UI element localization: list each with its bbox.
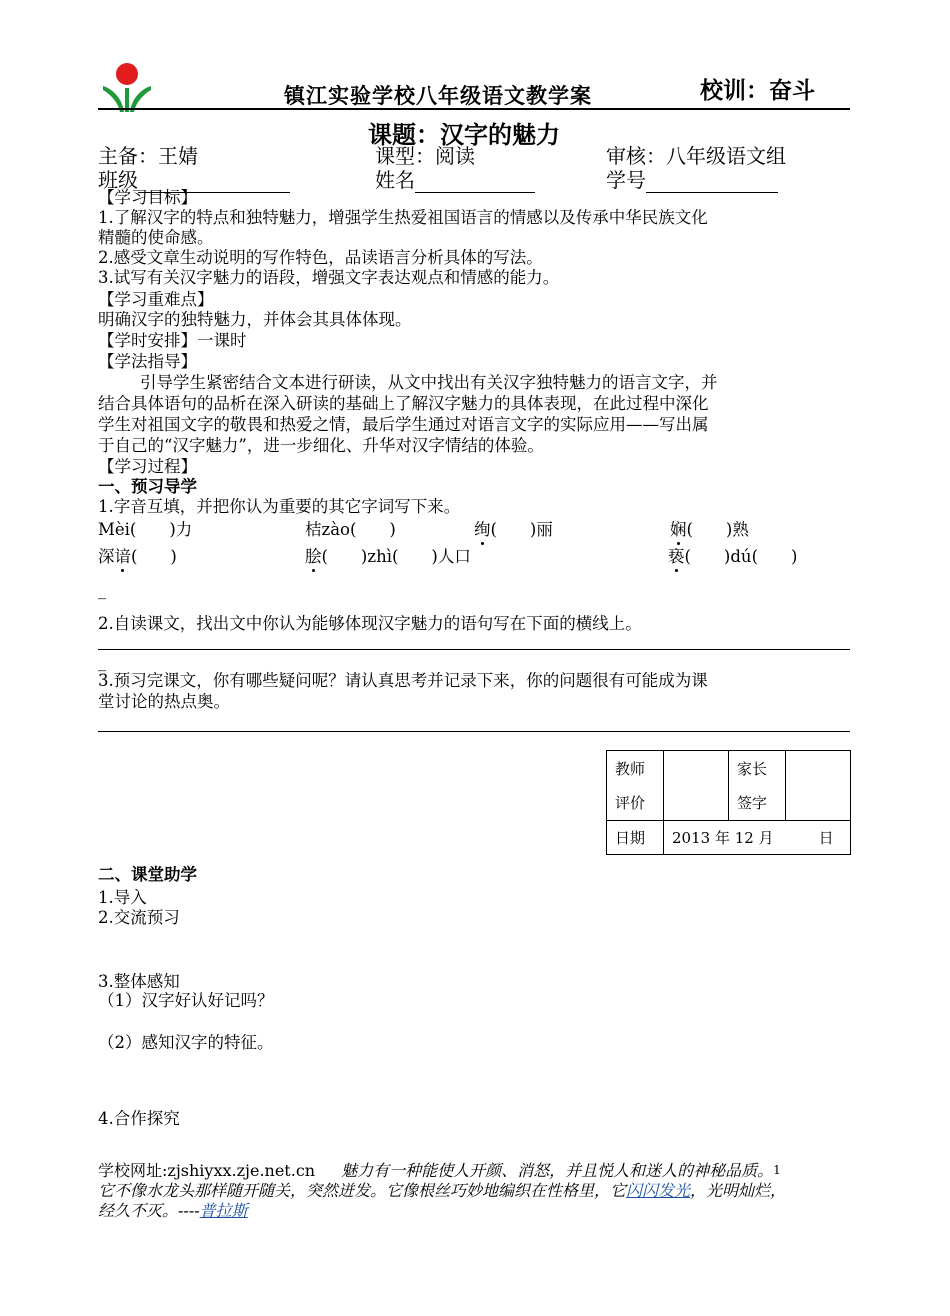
teacher-eval-label: [607, 751, 664, 821]
school-website: 学校网址:zjshiyxx.zje.net.cn: [98, 1161, 316, 1180]
footer-quote-2-post: ，光明灿烂，: [690, 1181, 787, 1200]
step-1: 1.导入: [98, 888, 147, 907]
lesson-title: 课题：汉字的魅力: [368, 120, 560, 149]
process-heading: 【学习过程】: [98, 457, 197, 476]
parent-sign-cell[interactable]: [786, 751, 851, 821]
method-line-4: 于自己的“汉字魅力”，进一步细化、升华对汉字情结的体验。: [98, 436, 544, 455]
method-line-2: 结合具体语句的品析在深入研读的基础上了解汉字魅力的具体表现，在此过程中深化: [98, 394, 709, 413]
pinyin-item-xie: [668, 547, 797, 567]
pinyin-item-an: [98, 547, 177, 567]
xie-blank: ( )dú( ): [684, 547, 798, 566]
name-blank[interactable]: [415, 170, 535, 193]
header-rule: [98, 108, 850, 110]
word-list-dash: _: [98, 580, 107, 599]
date-label: 日期: [607, 821, 664, 855]
objective-1-line-1: 1.了解汉字的特点和独特魅力，增强学生热爱祖国语言的情感以及传承中华民族文化: [98, 208, 708, 227]
method-heading: 【学法指导】: [98, 352, 197, 371]
student-id-label: 学号: [606, 168, 646, 192]
step-3: 3.整体感知: [98, 972, 180, 991]
answer-line-2[interactable]: [98, 649, 850, 650]
footer-quote-1: 魅力有一种能使人开颜、消怒，并且悦人和迷人的神秘品质。: [341, 1161, 774, 1180]
pinyin-item-xuan: [474, 520, 553, 540]
footer-line-2: [98, 1180, 786, 1201]
evaluation-table: [606, 750, 851, 855]
step-4: 4.合作探究: [98, 1109, 180, 1128]
pinyin-zao: zào( ): [321, 520, 396, 539]
pinyin-item-mei: Mèi( )力: [98, 520, 193, 539]
parent-sign-label: [729, 751, 786, 821]
preview-question-2: 2.自读课文，找出文中你认为能够体现汉字魅力的语句写在下面的横线上。: [98, 614, 642, 633]
quote-link-shining[interactable]: 闪闪发光: [626, 1181, 691, 1200]
teacher-eval-label-2: 评价: [615, 793, 646, 812]
parent-sign-label-2: 签字: [737, 793, 768, 812]
page-number: 1: [773, 1163, 781, 1177]
answer-dash-2: _: [98, 652, 107, 671]
method-line-3: 学生对祖国文字的敬畏和热爱之情，最后学生通过对语言文字的实际应用——写出属: [98, 415, 709, 434]
teacher-eval-label-1: 教师: [615, 759, 646, 778]
preview-question-3-line-1: 3.预习完课文，你有哪些疑问呢？请认真思考并记录下来，你的问题很有可能成为课: [98, 671, 708, 690]
char-kuai: 脍: [305, 547, 322, 566]
footer-quote-3-pre: 经久不灭。----: [98, 1201, 200, 1220]
name-field[interactable]: [375, 164, 535, 193]
schedule: [98, 331, 247, 351]
objective-2: 2.感受文章生动说明的写作特色，品读语言分析具体的写法。: [98, 248, 543, 267]
char-ju: 桔: [305, 520, 322, 539]
xian-blank: ( )熟: [686, 520, 749, 539]
student-id-blank[interactable]: [646, 170, 778, 193]
method-line-1: 引导学生紧密结合文本进行研读，从文中找出有关汉字独特魅力的语言文字，并: [140, 373, 718, 392]
name-label: 姓名: [375, 168, 415, 192]
pinyin-item-kuai: [305, 547, 471, 567]
char-xuan: 绚: [474, 520, 491, 539]
footer-line-3: [98, 1200, 248, 1221]
teacher-eval-cell[interactable]: [664, 751, 729, 821]
student-id-field[interactable]: [606, 164, 778, 193]
objective-1-line-2: 精髓的使命感。: [98, 228, 214, 247]
parent-sign-label-1: 家长: [737, 759, 768, 778]
footer-line-1: [98, 1160, 781, 1181]
schedule-heading: 【学时安排】: [98, 331, 197, 350]
lesson-author: 主备：王婧: [98, 144, 198, 168]
school-title: 镇江实验学校八年级语文教学案: [284, 83, 592, 108]
school-logo-icon: [100, 60, 154, 114]
char-xie: 亵: [668, 547, 685, 566]
answer-line-3[interactable]: [98, 731, 850, 732]
key-points-heading: 【学习重难点】: [98, 290, 214, 309]
char-xian: 娴: [670, 520, 687, 539]
pinyin-item-xian: [670, 520, 749, 540]
date-value[interactable]: 2013 年 12 月 日: [664, 821, 851, 855]
objective-3: 3.试写有关汉字魅力的语段，增强文字表达观点和情感的能力。: [98, 268, 560, 287]
lesson-type: 课型：阅读: [375, 144, 475, 168]
xuan-blank: ( )丽: [490, 520, 553, 539]
step-2: 2.交流预习: [98, 908, 180, 927]
preview-heading: 一、预习导学: [98, 477, 197, 496]
char-shen: 深: [98, 547, 115, 566]
preview-question-1: 1.字音互填，并把你认为重要的其它字词写下来。: [98, 497, 461, 516]
step-3-1: （1）汉字好认好记吗？: [98, 991, 274, 1010]
schedule-text: 一课时: [197, 331, 247, 350]
char-an: 谙: [114, 547, 131, 566]
step-3-2: （2）感知汉字的特征。: [98, 1033, 274, 1052]
lesson-reviewer: 审核：八年级语文组: [606, 144, 786, 168]
classroom-heading: 二、课堂助学: [98, 865, 197, 884]
kuai-blank: ( )zhì( )人口: [321, 547, 471, 566]
pinyin-item-zao: [305, 520, 396, 540]
class-label: 班级: [98, 168, 138, 192]
key-points-text: 明确汉字的独特魅力，并体会其具体体现。: [98, 310, 412, 329]
an-blank: ( ): [131, 547, 177, 566]
school-motto: 校训：奋斗: [700, 77, 815, 104]
preview-question-3-line-2: 堂讨论的热点奥。: [98, 692, 230, 711]
footer-quote-2-pre: 它不像水龙头那样随开随关，突然迸发。它像根丝巧妙地编织在性格里，它: [98, 1181, 627, 1200]
quote-link-author[interactable]: 普拉斯: [199, 1201, 248, 1220]
objectives-heading: 【学习目标】: [98, 188, 197, 207]
